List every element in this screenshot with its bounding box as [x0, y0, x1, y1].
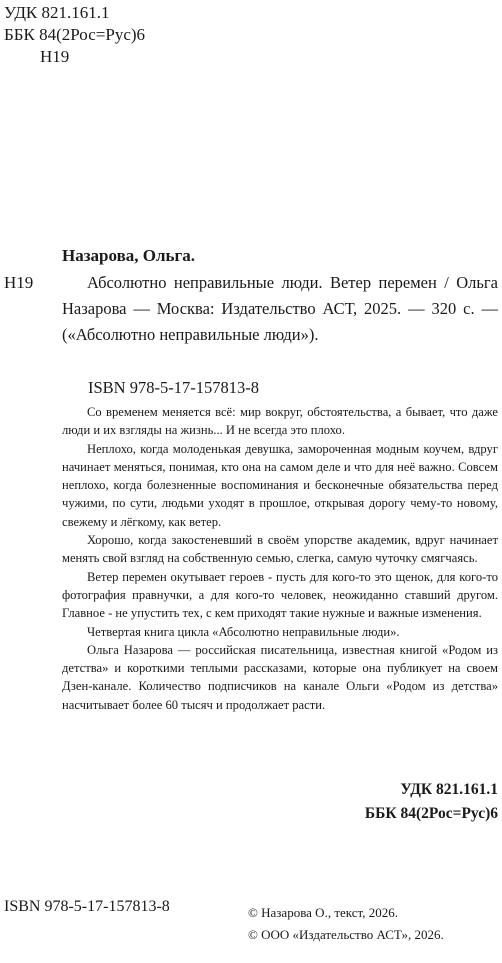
classification-codes-top: [4, 2, 145, 68]
annotation-paragraph: Ольга Назарова — российская писательница, известная книгой «Родом из детства» и короткими теплыми рассказами, которые она публикует на своем Дзен-канале. Количество подписчиков на канале Ольги «Родом из детства» насчитывает более 60 тысяч и продолжает расти.: [62, 642, 498, 712]
udk-code: УДК 821.161.1: [400, 781, 498, 798]
annotation-paragraph: Ветер перемен окутывает героев - пусть для кого-то это щенок, для кого-то фотография правнучки, а для кого-то человек, неожиданно ставший другом. Главное - не упустить тех, с кем приходят такие нужные и важные изменения.: [62, 569, 498, 621]
bbk-code: ББК 84(2Рос=Рус)6: [4, 25, 146, 44]
udk-code: УДК 821.161.1: [4, 3, 110, 22]
annotation-paragraph: Неплохо, когда молоденькая девушка, замороченная модным коучем, вдруг начинает меняться, понимая, кто она на самом деле и что для неё важно. Совсем неплохо, когда болезненные воспоминания и бесконечные обязательства перед чужими, по сути, людьми уходят в прошлое, открывая дорогу чему-то новому, свежему и лёгкому, как ветер.: [62, 441, 498, 529]
annotation: [62, 403, 498, 714]
copyright-publisher: © ООО «Издательство АСТ», 2026.: [248, 927, 444, 942]
annotation-paragraph: Со временем меняется всё: мир вокруг, обстоятельства, а бывает, что даже люди и их взгляды на жизнь... И не всегда это плохо.: [62, 405, 498, 438]
author-mark: Н19: [40, 47, 70, 66]
copyright-block: [248, 902, 444, 946]
copyright-author: © Назарова О., текст, 2026.: [248, 905, 398, 920]
annotation-paragraph: Хорошо, когда закостеневший в своём упорстве академик, вдруг начинает менять свой взгляд на собственную семью, слегка, самую чуточку смягчаясь.: [62, 533, 498, 566]
annotation-paragraph: Четвертая книга цикла «Абсолютно неправильные люди».: [87, 624, 400, 639]
isbn: ISBN 978-5-17-157813-8: [88, 378, 259, 397]
isbn-footer: ISBN 978-5-17-157813-8: [4, 898, 170, 915]
author-mark-side: Н19: [4, 273, 34, 292]
bbk-code: ББК 84(2Рос=Рус)6: [364, 805, 498, 822]
author-heading: Назарова, Ольга.: [62, 246, 195, 265]
bibliographic-description: Абсолютно неправильные люди. Ветер перемен / Ольга Назарова — Москва: Издательство АСТ, 2025. — 320 с. — («Абсолютно неправильные люди»).: [62, 273, 498, 344]
classification-codes-bottom: [365, 778, 498, 826]
